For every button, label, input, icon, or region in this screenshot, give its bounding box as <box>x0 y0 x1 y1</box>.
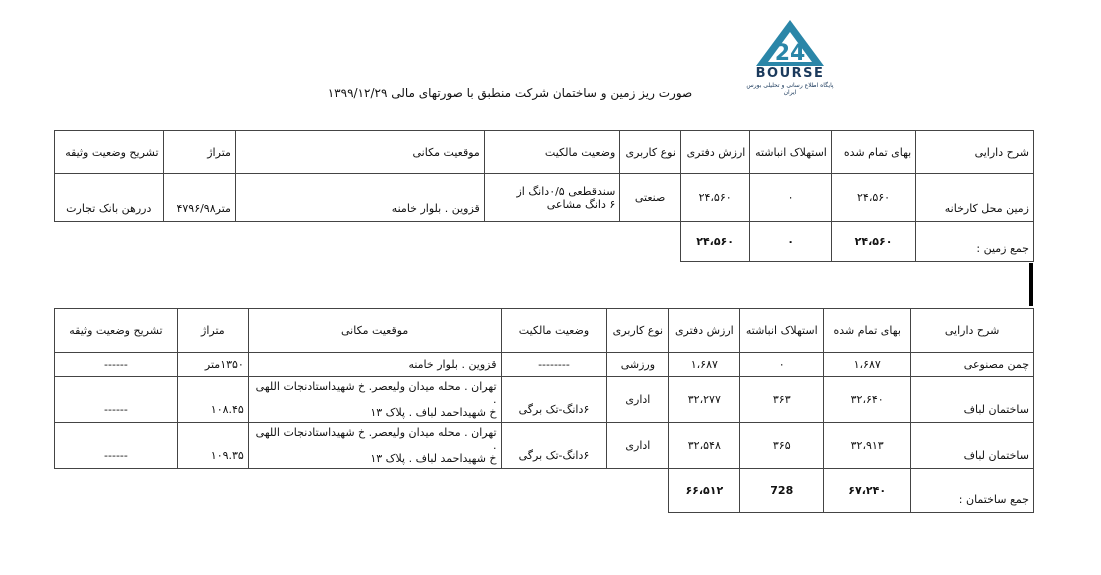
row-depreciation: ۳۶۳ <box>740 377 824 423</box>
row-location <box>248 377 501 423</box>
header-area: متراژ <box>163 131 235 174</box>
header-cost: بهای تمام شده <box>824 309 911 353</box>
row-ownership-line1: سندقطعی ۰/۵دانگ از <box>516 184 616 198</box>
row-cost: ۲۴،۵۶۰ <box>831 174 915 222</box>
table-row <box>55 174 1034 222</box>
header-area: متراژ <box>177 309 248 353</box>
row-cost: ۳۲،۹۱۳ <box>824 423 911 469</box>
land-table <box>54 130 1034 262</box>
header-collateral: تشریح وضعیت وثیقه <box>55 309 178 353</box>
page-title: صورت ریز زمین و ساختمان شرکت منطبق با صورتهای مالی ۱۳۹۹/۱۲/۲۹ <box>327 86 693 100</box>
row-ownership: ۶دانگ-تک برگی <box>501 377 607 423</box>
svg-text:24: 24 <box>774 41 806 66</box>
building-header-row <box>55 309 1034 353</box>
header-location: موقعیت مکانی <box>248 309 501 353</box>
row-collateral: دررهن بانک تجارت <box>55 174 164 222</box>
header-cost: بهای تمام شده <box>831 131 915 174</box>
header-depreciation: استهلاک انباشته <box>750 131 832 174</box>
total-label: جمع زمین : <box>916 222 1034 262</box>
row-depreciation: ۰ <box>750 174 832 222</box>
row-usage: صنعتی <box>620 174 681 222</box>
row-book-value: ۲۴،۵۶۰ <box>680 174 749 222</box>
row-location-line2: خ شهیداحمد لباف . پلاک ۱۳ <box>370 452 497 465</box>
row-ownership: -------- <box>501 353 607 377</box>
header-depreciation: استهلاک انباشته <box>740 309 824 353</box>
land-total-row <box>55 222 1034 262</box>
bourse-logo <box>744 18 836 98</box>
total-cost: ۶۷،۲۴۰ <box>824 469 911 513</box>
row-location-line1: تهران . محله میدان ولیعصر. خ شهیداستادنجات اللهی . <box>255 380 497 406</box>
building-total-row <box>55 469 1034 513</box>
building-table <box>54 308 1034 513</box>
row-area: ۱۰۸.۴۵ <box>177 377 248 423</box>
row-ownership-line2: ۶ دانگ مشاعی <box>546 197 616 211</box>
row-book-value: ۳۲،۵۴۸ <box>669 423 740 469</box>
row-desc: زمین محل کارخانه <box>916 174 1034 222</box>
logo-wordmark: BOURSE <box>755 66 825 81</box>
row-location-line2: خ شهیداحمد لباف . پلاک ۱۳ <box>370 406 497 419</box>
row-usage: اداری <box>607 423 669 469</box>
total-label: جمع ساختمان : <box>911 469 1034 513</box>
header-book-value: ارزش دفتری <box>680 131 749 174</box>
row-area: ۱۳۵۰متر <box>177 353 248 377</box>
header-ownership: وضعیت مالکیت <box>484 131 620 174</box>
row-desc: ساختمان لباف <box>911 423 1034 469</box>
row-area: ۱۰۹.۳۵ <box>177 423 248 469</box>
table-row <box>55 377 1034 423</box>
header-book-value: ارزش دفتری <box>669 309 740 353</box>
header-ownership: وضعیت مالکیت <box>501 309 607 353</box>
row-cost: ۱،۶۸۷ <box>824 353 911 377</box>
table-row <box>55 353 1034 377</box>
row-collateral: ------ <box>55 423 178 469</box>
total-book-value: ۶۶،۵۱۲ <box>669 469 740 513</box>
row-collateral: ------ <box>55 377 178 423</box>
header-desc: شرح دارایی <box>911 309 1034 353</box>
row-cost: ۳۲،۶۴۰ <box>824 377 911 423</box>
land-header-row <box>55 131 1034 174</box>
row-location: قزوین . بلوار خامنه <box>248 353 501 377</box>
bourse-triangle-icon <box>754 18 826 68</box>
total-depreciation: 728 <box>740 469 824 513</box>
row-book-value: ۳۲،۲۷۷ <box>669 377 740 423</box>
divider-bar <box>1029 263 1033 306</box>
row-depreciation: ۰ <box>740 353 824 377</box>
row-desc: ساختمان لباف <box>911 377 1034 423</box>
row-area: متر۴۷۹۶/۹۸ <box>163 174 235 222</box>
header-usage: نوع کاربری <box>620 131 681 174</box>
header-usage: نوع کاربری <box>607 309 669 353</box>
row-depreciation: ۳۶۵ <box>740 423 824 469</box>
total-cost: ۲۴،۵۶۰ <box>831 222 915 262</box>
row-ownership: ۶دانگ-تک برگی <box>501 423 607 469</box>
row-location-line1: تهران . محله میدان ولیعصر. خ شهیداستادنجات اللهی . <box>255 426 497 452</box>
row-ownership <box>484 174 620 222</box>
total-depreciation: ۰ <box>750 222 832 262</box>
row-location: قزوین . بلوار خامنه <box>235 174 484 222</box>
header-collateral: تشریح وضعیت وثیقه <box>55 131 164 174</box>
header-location: موقعیت مکانی <box>235 131 484 174</box>
header-desc: شرح دارایی <box>916 131 1034 174</box>
row-desc: چمن مصنوعی <box>911 353 1034 377</box>
table-row <box>55 423 1034 469</box>
logo-subtitle: پایگاه اطلاع رسانی و تحلیلی بورس ایران <box>746 82 834 96</box>
row-usage: ورزشی <box>607 353 669 377</box>
row-location <box>248 423 501 469</box>
total-book-value: ۲۴،۵۶۰ <box>680 222 749 262</box>
row-usage: اداری <box>607 377 669 423</box>
row-book-value: ۱،۶۸۷ <box>669 353 740 377</box>
row-collateral: ------ <box>55 353 178 377</box>
